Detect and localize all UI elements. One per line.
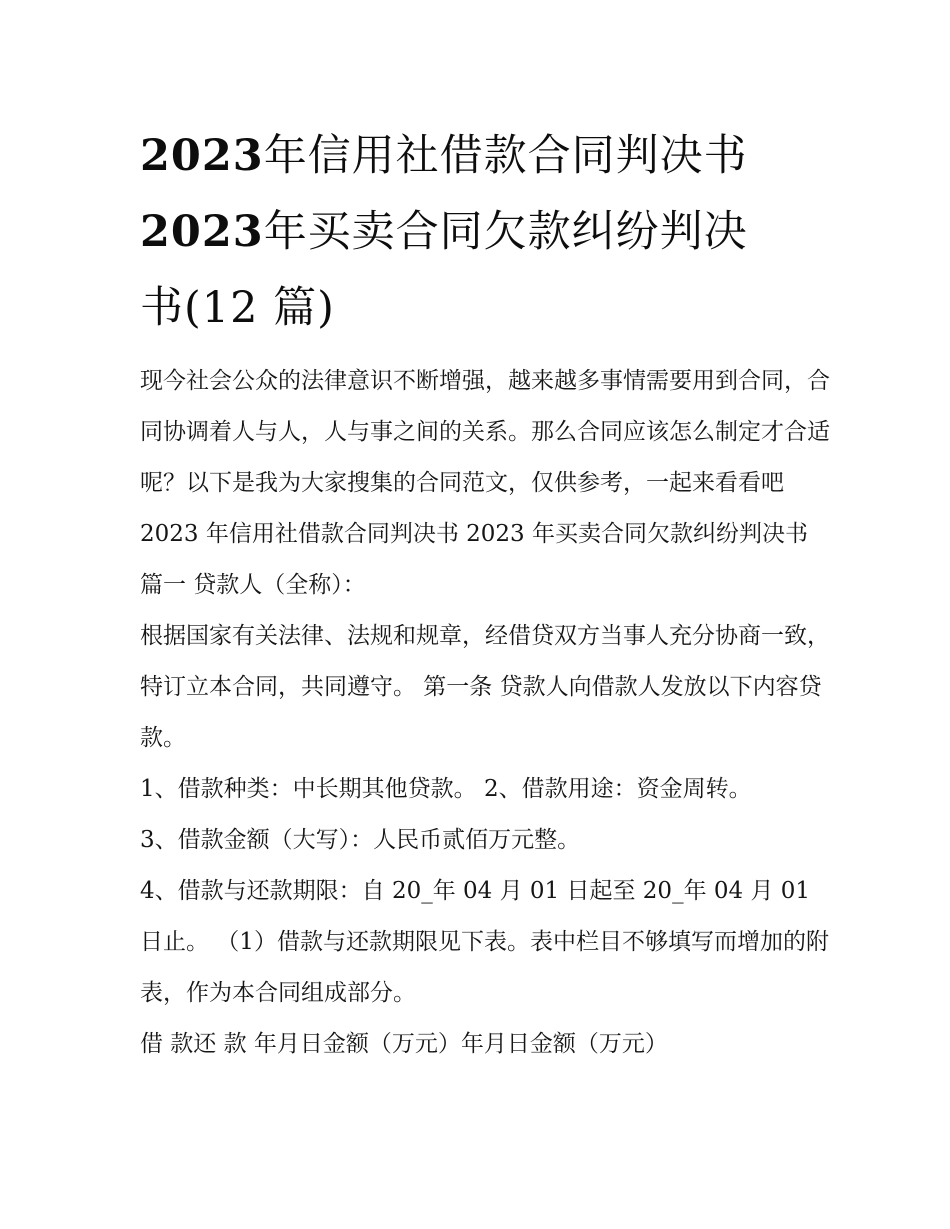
paragraph-heading: 2023 年信用社借款合同判决书 2023 年买卖合同欠款纠纷判决书篇一 贷款人（全称）： xyxy=(140,521,808,598)
title-line-3: 书(12 篇) xyxy=(140,283,335,333)
document-title xyxy=(140,118,830,346)
paragraph-intro: 现今社会公众的法律意识不断增强，越来越多事情需要用到合同，合同协调着人与人，人与事之间的关系。那么合同应该怎么制定才合适呢？以下是我为大家搜集的合同范文，仅供参考，一起来看看吧 xyxy=(140,368,830,496)
title-line-1: 2023年信用社借款合同判决书 xyxy=(140,131,748,181)
document-body xyxy=(140,356,830,1070)
paragraph-item-4: 4、借款与还款期限：自 20_年 04 月 01 日起至 20_年 04 月 01 日止。 （1）借款与还款期限见下表。表中栏目不够填写而增加的附表，作为本合同组成部分。 xyxy=(140,878,829,1006)
paragraph-basis: 根据国家有关法律、法规和规章，经借贷双方当事人充分协商一致，特订立本合同，共同遵守。 第一条 贷款人向借款人发放以下内容贷款。 xyxy=(140,623,830,751)
paragraph-item-3: 3、借款金额（大写）：人民币贰佰万元整。 xyxy=(140,827,581,853)
paragraph-item-1-2: 1、借款种类：中长期其他贷款。 2、借款用途：资金周转。 xyxy=(140,776,752,802)
document-content xyxy=(140,118,830,1070)
paragraph-table-header: 借 款还 款 年月日金额（万元）年月日金额（万元） xyxy=(140,1031,668,1057)
title-line-2: 2023年买卖合同欠款纠纷判决 xyxy=(140,207,748,257)
